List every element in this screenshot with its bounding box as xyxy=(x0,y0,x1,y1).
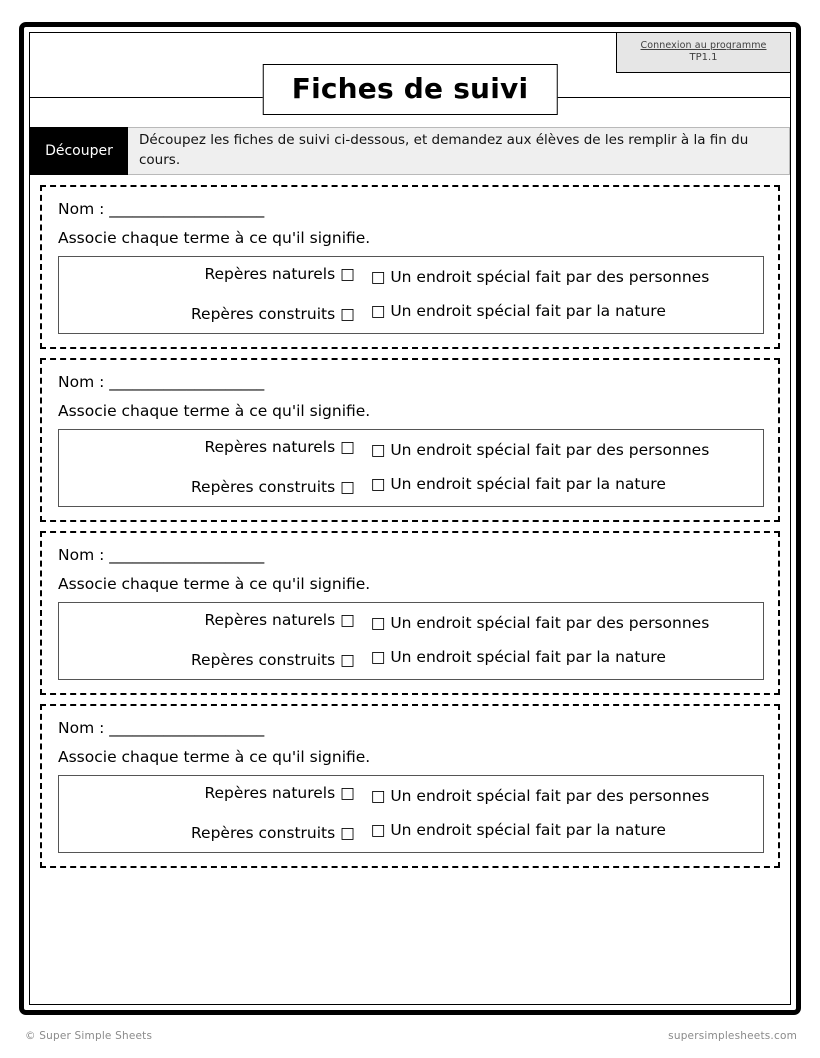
footer-website: supersimplesheets.com xyxy=(668,1030,797,1042)
definition-item[interactable]: □ Un endroit spécial fait par la nature xyxy=(370,821,666,839)
term-item[interactable]: Repères naturels □ xyxy=(204,438,355,456)
term-item[interactable]: Repères naturels □ xyxy=(204,611,355,629)
definition-item[interactable]: □ Un endroit spécial fait par des personnes xyxy=(370,613,710,632)
activity-prompt: Associe chaque terme à ce qu'il signifie. xyxy=(58,748,371,766)
definition-item[interactable]: □ Un endroit spécial fait par des personnes xyxy=(370,786,710,805)
footer-copyright: © Super Simple Sheets xyxy=(25,1030,153,1042)
definitions-column xyxy=(369,438,763,496)
activity-prompt: Associe chaque terme à ce qu'il signifie. xyxy=(58,402,371,420)
curriculum-connection-box xyxy=(616,33,790,73)
curriculum-connection-label: Connexion au programme xyxy=(640,40,767,52)
matching-box xyxy=(58,256,764,334)
definitions-column xyxy=(369,784,763,842)
sheet-header xyxy=(30,33,790,127)
term-item[interactable]: Repères naturels □ xyxy=(204,784,355,802)
definition-item[interactable]: □ Un endroit spécial fait par des personnes xyxy=(370,440,710,459)
terms-column xyxy=(59,611,369,669)
name-field-line[interactable]: Nom : ____________________ xyxy=(58,373,265,391)
matching-box xyxy=(58,429,764,507)
cut-card xyxy=(40,704,780,868)
cut-cards-container xyxy=(30,175,790,876)
activity-prompt: Associe chaque terme à ce qu'il signifie. xyxy=(58,575,371,593)
activity-prompt: Associe chaque terme à ce qu'il signifie. xyxy=(58,229,371,247)
definition-item[interactable]: □ Un endroit spécial fait par des personnes xyxy=(370,267,710,286)
term-item[interactable]: Repères naturels □ xyxy=(204,265,355,283)
definition-item[interactable]: □ Un endroit spécial fait par la nature xyxy=(370,302,666,320)
name-field-line[interactable]: Nom : ____________________ xyxy=(58,546,265,564)
matching-box xyxy=(58,775,764,853)
definition-item[interactable]: □ Un endroit spécial fait par la nature xyxy=(370,475,666,493)
term-item[interactable]: Repères construits □ xyxy=(190,651,355,669)
instruction-strip xyxy=(30,127,790,175)
sheet-inner-frame xyxy=(29,32,791,1005)
cut-card xyxy=(40,358,780,522)
page-title-box xyxy=(263,64,558,115)
name-field-line[interactable]: Nom : ____________________ xyxy=(58,719,265,737)
curriculum-connection-code: TP1.1 xyxy=(689,52,718,64)
sheet-outer-frame xyxy=(19,22,801,1015)
terms-column xyxy=(59,784,369,842)
instruction-text: Découpez les fiches de suivi ci-dessous, et demandez aux élèves de les remplir à la fin du cours. xyxy=(128,127,790,175)
instruction-tag-decouper: Découper xyxy=(30,127,128,175)
terms-column xyxy=(59,265,369,323)
terms-column xyxy=(59,438,369,496)
term-item[interactable]: Repères construits □ xyxy=(190,305,355,323)
page-title: Fiches de suivi xyxy=(291,72,529,105)
name-field-line[interactable]: Nom : ____________________ xyxy=(58,200,265,218)
matching-box xyxy=(58,602,764,680)
term-item[interactable]: Repères construits □ xyxy=(190,478,355,496)
page-footer xyxy=(19,1030,801,1042)
cut-card xyxy=(40,531,780,695)
definitions-column xyxy=(369,265,763,323)
definitions-column xyxy=(369,611,763,669)
cut-card xyxy=(40,185,780,349)
term-item[interactable]: Repères construits □ xyxy=(190,824,355,842)
definition-item[interactable]: □ Un endroit spécial fait par la nature xyxy=(370,648,666,666)
